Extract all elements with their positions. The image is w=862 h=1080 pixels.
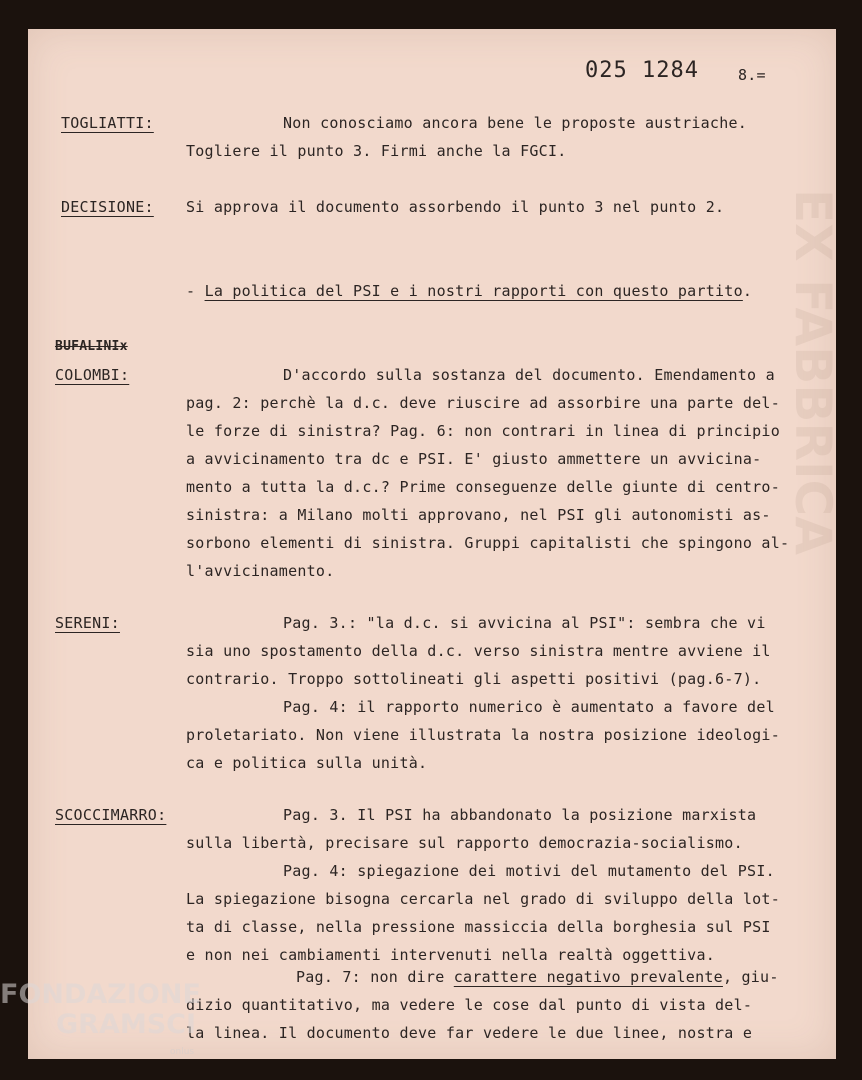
- text-line: sia uno spostamento della d.c. verso sinistra mentre avviene il: [186, 642, 771, 660]
- text-line: mento a tutta la d.c.? Prime conseguenze delle giunte di centro-: [186, 478, 780, 496]
- text-line: Non conosciamo ancora bene le proposte austriache.: [283, 114, 748, 132]
- text-line: Pag. 4: il rapporto numerico è aumentato a favore del: [283, 698, 775, 716]
- speaker-togliatti: TOGLIATTI:: [61, 114, 154, 132]
- speaker-scoccimarro: SCOCCIMARRO:: [55, 806, 167, 824]
- text-line: sulla libertà, precisare sul rapporto democrazia-socialismo.: [186, 834, 743, 852]
- text-line: Pag. 3. Il PSI ha abbandonato la posizione marxista: [283, 806, 757, 824]
- struck-speaker: BUFALINIx: [55, 339, 128, 354]
- text-line: Si approva il documento assorbendo il punto 3 nel punto 2.: [186, 198, 725, 216]
- section-heading: - La politica del PSI e i nostri rapporti con questo partito.: [186, 282, 753, 300]
- text-line: sinistra: a Milano molti approvano, nel PSI gli autonomisti as-: [186, 506, 771, 524]
- text-line: le forze di sinistra? Pag. 6: non contrari in linea di principio: [186, 422, 780, 440]
- text-line: D'accordo sulla sostanza del documento. Emendamento a: [283, 366, 775, 384]
- text-line: Pag. 7: non dire carattere negativo prevalente, giu-: [296, 968, 779, 986]
- speaker-colombi: COLOMBI:: [55, 366, 130, 384]
- speaker-decisione: DECISIONE:: [61, 198, 154, 216]
- text-line: Pag. 3.: "la d.c. si avvicina al PSI": sembra che vi: [283, 614, 766, 632]
- text-line: pag. 2: perchè la d.c. deve riuscire ad assorbire una parte del-: [186, 394, 780, 412]
- reference-number: 025 1284: [585, 58, 699, 83]
- section-title: La politica del PSI e i nostri rapporti con questo partito: [204, 282, 743, 300]
- speaker-sereni: SERENI:: [55, 614, 120, 632]
- text-line: dizio quantitativo, ma vedere le cose dal punto di vista del-: [186, 996, 753, 1014]
- document-page: [28, 29, 842, 1059]
- text-line: l'avvicinamento.: [186, 562, 335, 580]
- text-line: a avvicinamento tra dc e PSI. E' giusto ammettere un avvicina-: [186, 450, 762, 468]
- text-line: ta di classe, nella pressione massiccia della borghesia sul PSI: [186, 918, 771, 936]
- text-line: ca e politica sulla unità.: [186, 754, 428, 772]
- background-stamp: EX FABBRICA: [784, 189, 842, 555]
- text-line: e non nei cambiamenti intervenuti nella realtà oggettiva.: [186, 946, 716, 964]
- page-number: 8.=: [738, 66, 766, 84]
- text-line: contrario. Troppo sottolineati gli aspetti positivi (pag.6-7).: [186, 670, 762, 688]
- text-line: La spiegazione bisogna cercarla nel grado di sviluppo della lot-: [186, 890, 780, 908]
- text-line: la linea. Il documento deve far vedere le due linee, nostra e: [186, 1024, 753, 1042]
- watermark-logo: FONDAZIONE: [0, 979, 201, 1010]
- text-line: proletariato. Non viene illustrata la nostra posizione ideologi-: [186, 726, 780, 744]
- watermark-sub: onlus: [170, 1047, 195, 1057]
- text-line: Pag. 4: spiegazione dei motivi del mutamento del PSI.: [283, 862, 775, 880]
- text-line: sorbono elementi di sinistra. Gruppi capitalisti che spingono al-: [186, 534, 790, 552]
- underlined-phrase: carattere negativo prevalente: [453, 968, 723, 986]
- watermark-logo-2: GRAMSCI: [56, 1009, 197, 1040]
- text-line: Togliere il punto 3. Firmi anche la FGCI.: [186, 142, 567, 160]
